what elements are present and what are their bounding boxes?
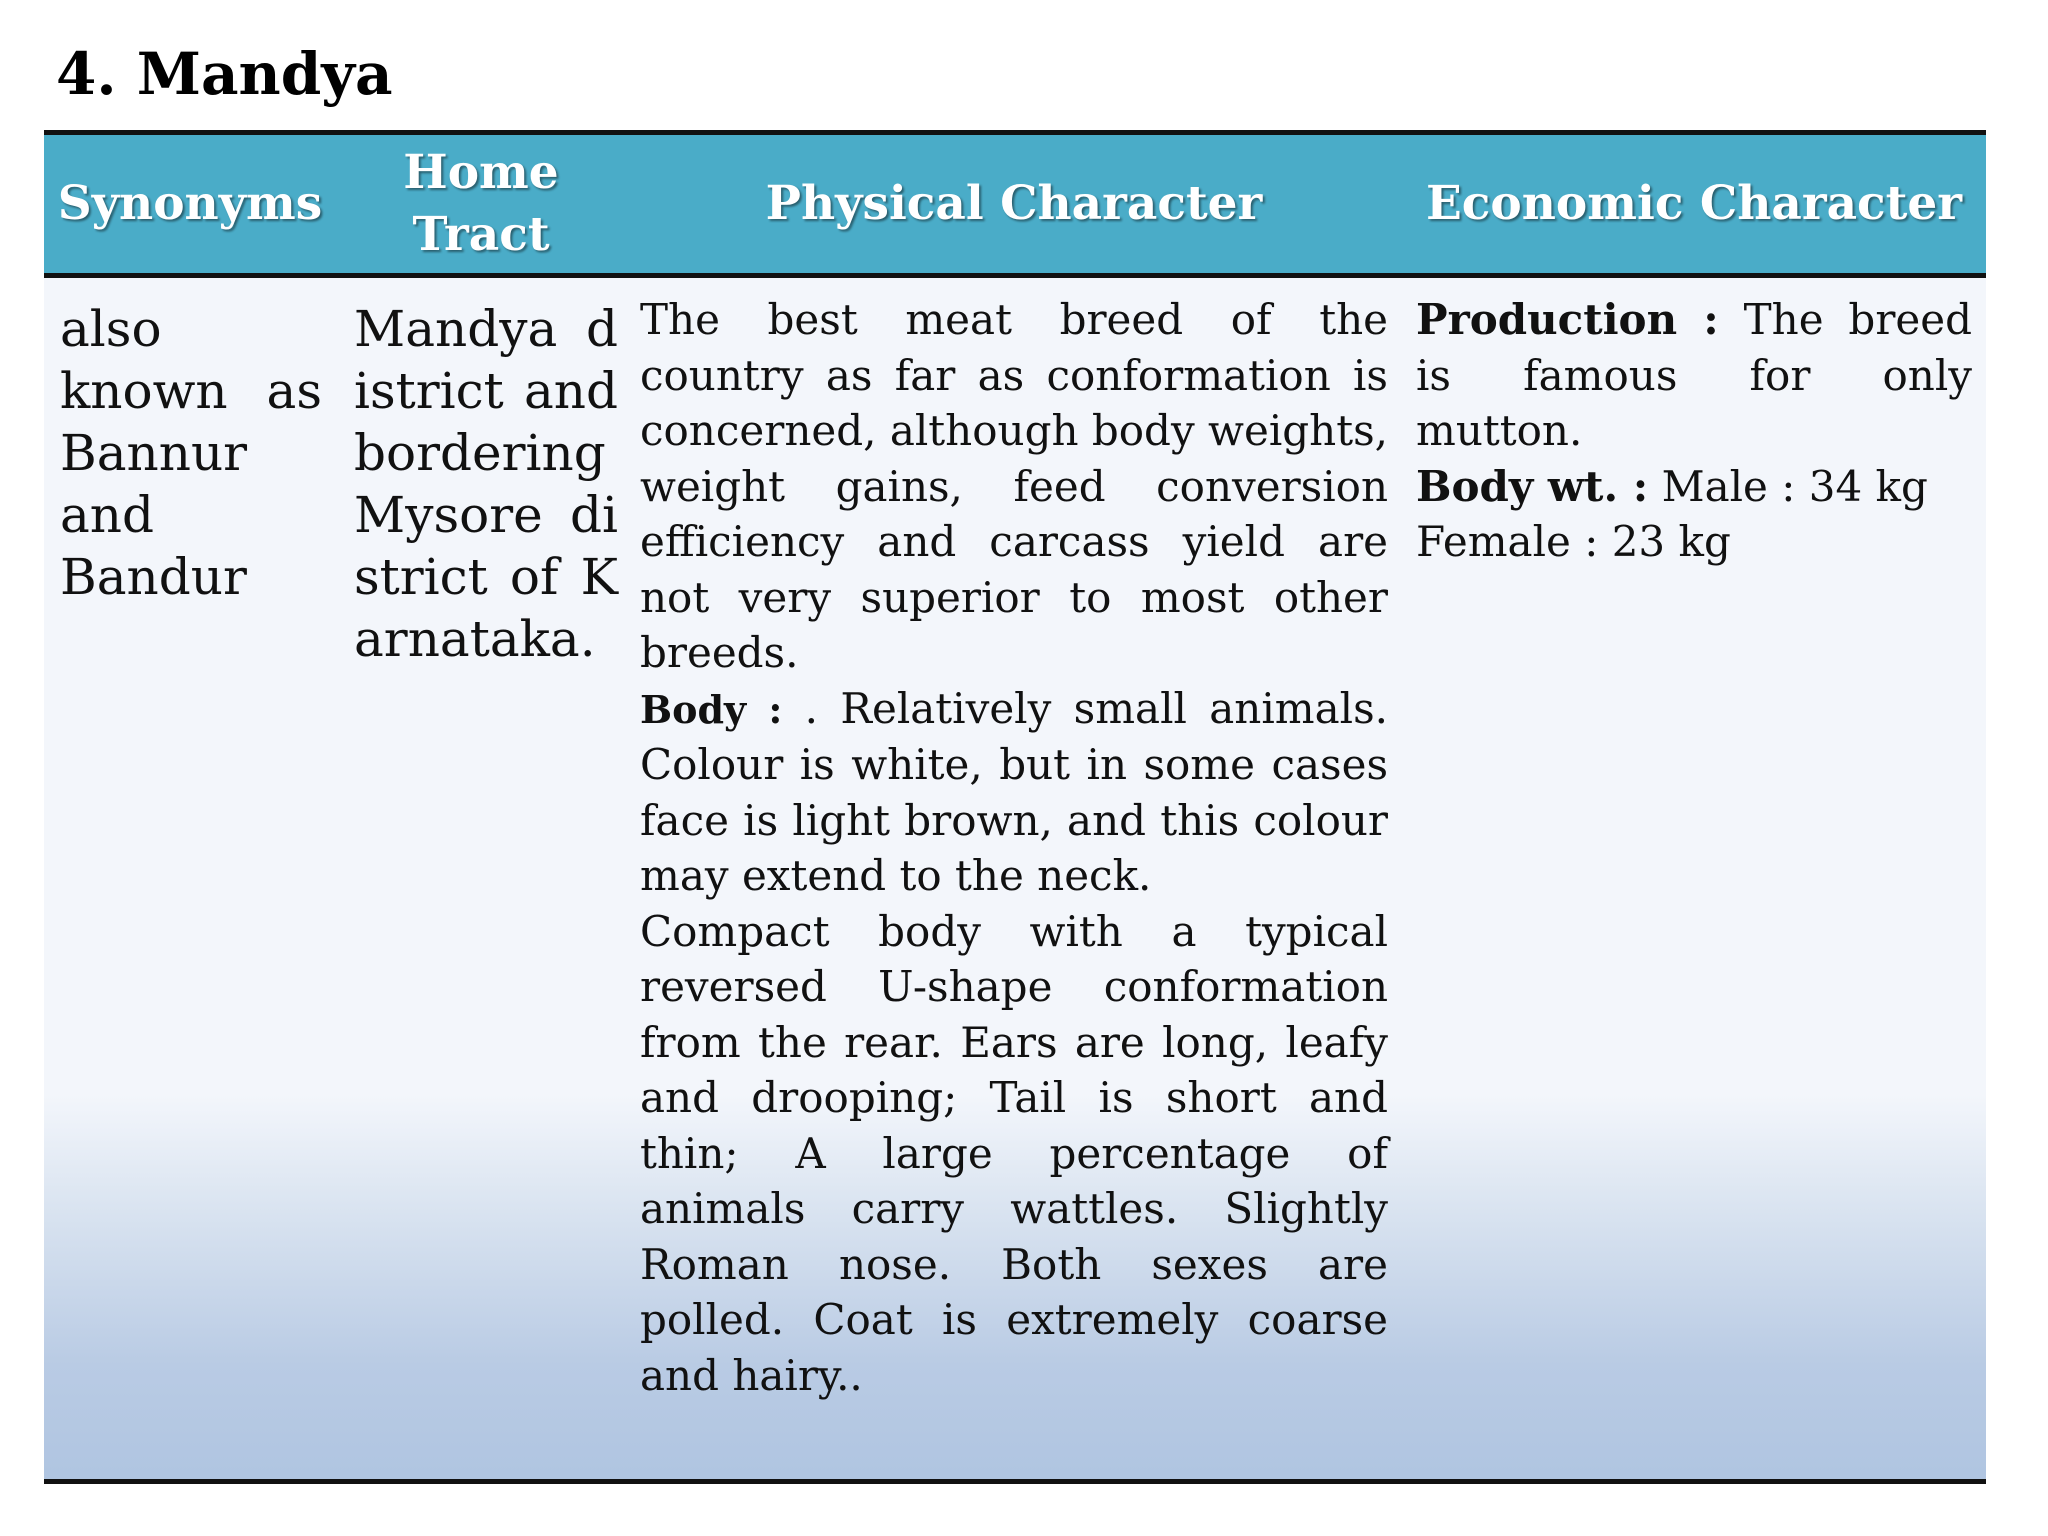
header-economic-character: Economic Character <box>1425 176 1963 231</box>
header-synonyms: Synonyms <box>57 176 323 231</box>
cell-physical-character <box>626 278 1402 1484</box>
cell-home-tract: Mandya district and bordering Mysore district of Karnataka. <box>354 300 618 668</box>
body-label: Body : <box>640 686 783 732</box>
body-text: . Relatively small animals. Colour is white, but in some cases face is light brown, and this colour may extend to the neck. <box>640 683 1388 900</box>
physical-body-paragraph <box>640 681 1388 904</box>
table-row <box>44 278 1986 1484</box>
female-weight: Female : 23 kg <box>1416 517 1731 566</box>
bodywt-paragraph <box>1416 459 1972 515</box>
cell-synonyms: also known as Bannur and Bandur <box>60 300 322 606</box>
physical-compact-paragraph: Compact body with a typical reversed U-shape conformation from the rear. Ears are long, leafy and drooping; Tail is short and thin; A large percentage of animals carry wattles. Slightly Roman nose. Both sexes are polled. Coat is extremely coarse and hairy.. <box>640 906 1388 1400</box>
table-header-row <box>44 135 1986 278</box>
production-paragraph <box>1416 292 1972 459</box>
male-weight: Male : 34 kg <box>1661 461 1928 511</box>
breed-table <box>44 130 1986 1484</box>
cell-economic-character <box>1402 278 1986 1484</box>
header-physical-character: Physical Character <box>765 176 1263 231</box>
production-label: Production : <box>1416 295 1719 344</box>
bodywt-label: Body wt. : <box>1416 461 1649 511</box>
production-text: The breed is famous for only mutton. <box>1416 295 1972 455</box>
page-title: 4. Mandya <box>56 40 393 108</box>
physical-intro: The best meat breed of the country as far as conformation is concerned, although body weights, weight gains, feed conversion efficiency and carcass yield are not very superior to most other breeds. <box>640 295 1388 677</box>
header-home-tract: Home Tract <box>403 145 559 262</box>
